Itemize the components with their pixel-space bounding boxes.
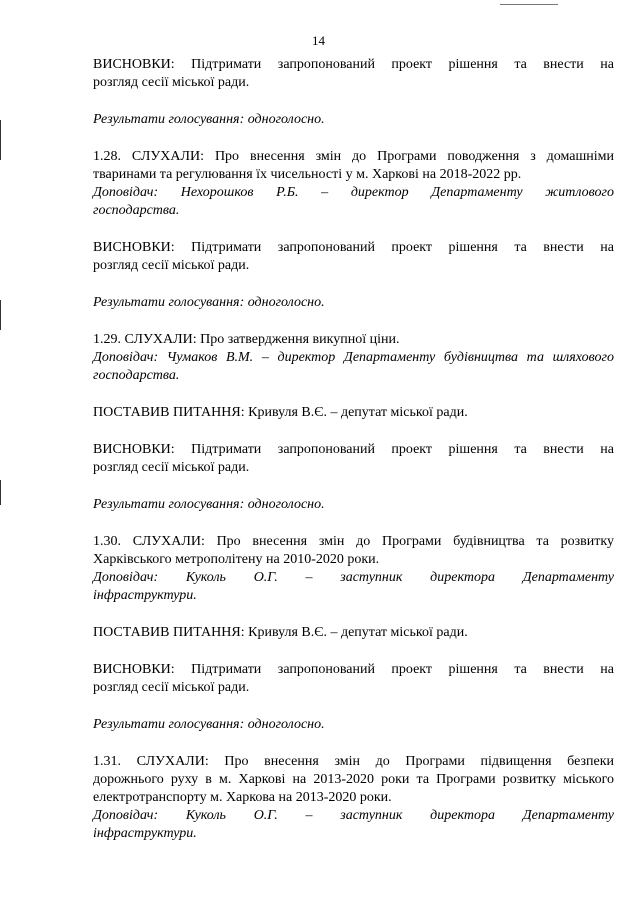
- speaker-line: інфраструктури.: [93, 826, 197, 841]
- conclusion-line: розгляд сесії міської ради.: [93, 460, 250, 475]
- agenda-item-heading: 1.30. СЛУХАЛИ: Про внесення змін до Програми будівництва та розвитку: [93, 534, 614, 549]
- vote-result: Результати голосування: одноголосно.: [93, 295, 325, 310]
- question-raised: ПОСТАВИВ ПИТАННЯ: Кривуля В.Є. – депутат міської ради.: [93, 405, 468, 420]
- scan-top-rule: [500, 4, 558, 5]
- conclusion-line: розгляд сесії міської ради.: [93, 258, 250, 273]
- speaker-line: інфраструктури.: [93, 588, 197, 603]
- agenda-item-heading: дорожнього руху в м. Харкові на 2013-2020 роки та Програми розвитку міського: [93, 772, 614, 787]
- scan-edge-mark: [0, 300, 1, 330]
- page-number: 14: [312, 33, 325, 48]
- agenda-item-heading: електротранспорту м. Харкова на 2013-2020 роки.: [93, 790, 392, 805]
- conclusion-line: розгляд сесії міської ради.: [93, 680, 250, 695]
- speaker-line: Доповідач: Чумаков В.М. – директор Департаменту будівництва та шляхового: [93, 350, 614, 365]
- vote-result: Результати голосування: одноголосно.: [93, 717, 325, 732]
- conclusion-line: розгляд сесії міської ради.: [93, 75, 250, 90]
- conclusion-line: ВИСНОВКИ: Підтримати запропонований проект рішення та внести на: [93, 57, 614, 72]
- minutes-body: [93, 56, 614, 843]
- agenda-item-heading: 1.31. СЛУХАЛИ: Про внесення змін до Програми підвищення безпеки: [93, 754, 614, 769]
- scan-edge-mark: [0, 480, 1, 505]
- vote-result: Результати голосування: одноголосно.: [93, 497, 325, 512]
- conclusion-line: ВИСНОВКИ: Підтримати запропонований проект рішення та внести на: [93, 442, 614, 457]
- vote-result: Результати голосування: одноголосно.: [93, 112, 325, 127]
- speaker-line: Доповідач: Куколь О.Г. – заступник директора Департаменту: [93, 570, 614, 585]
- agenda-item-heading: 1.29. СЛУХАЛИ: Про затвердження викупної ціни.: [93, 332, 400, 347]
- speaker-line: Доповідач: Нехорошков Р.Б. – директор Департаменту житлового: [93, 185, 614, 200]
- scan-edge-mark: [0, 120, 1, 160]
- speaker-line: господарства.: [93, 368, 180, 383]
- agenda-item-heading: Харківського метрополітену на 2010-2020 роки.: [93, 552, 380, 567]
- conclusion-line: ВИСНОВКИ: Підтримати запропонований проект рішення та внести на: [93, 662, 614, 677]
- agenda-item-heading: тваринами та регулювання їх чисельності у м. Харкові на 2018-2022 рр.: [93, 167, 522, 182]
- conclusion-line: ВИСНОВКИ: Підтримати запропонований проект рішення та внести на: [93, 240, 614, 255]
- speaker-line: Доповідач: Куколь О.Г. – заступник директора Департаменту: [93, 808, 614, 823]
- agenda-item-heading: 1.28. СЛУХАЛИ: Про внесення змін до Програми поводження з домашніми: [93, 149, 614, 164]
- question-raised: ПОСТАВИВ ПИТАННЯ: Кривуля В.Є. – депутат міської ради.: [93, 625, 468, 640]
- speaker-line: господарства.: [93, 203, 180, 218]
